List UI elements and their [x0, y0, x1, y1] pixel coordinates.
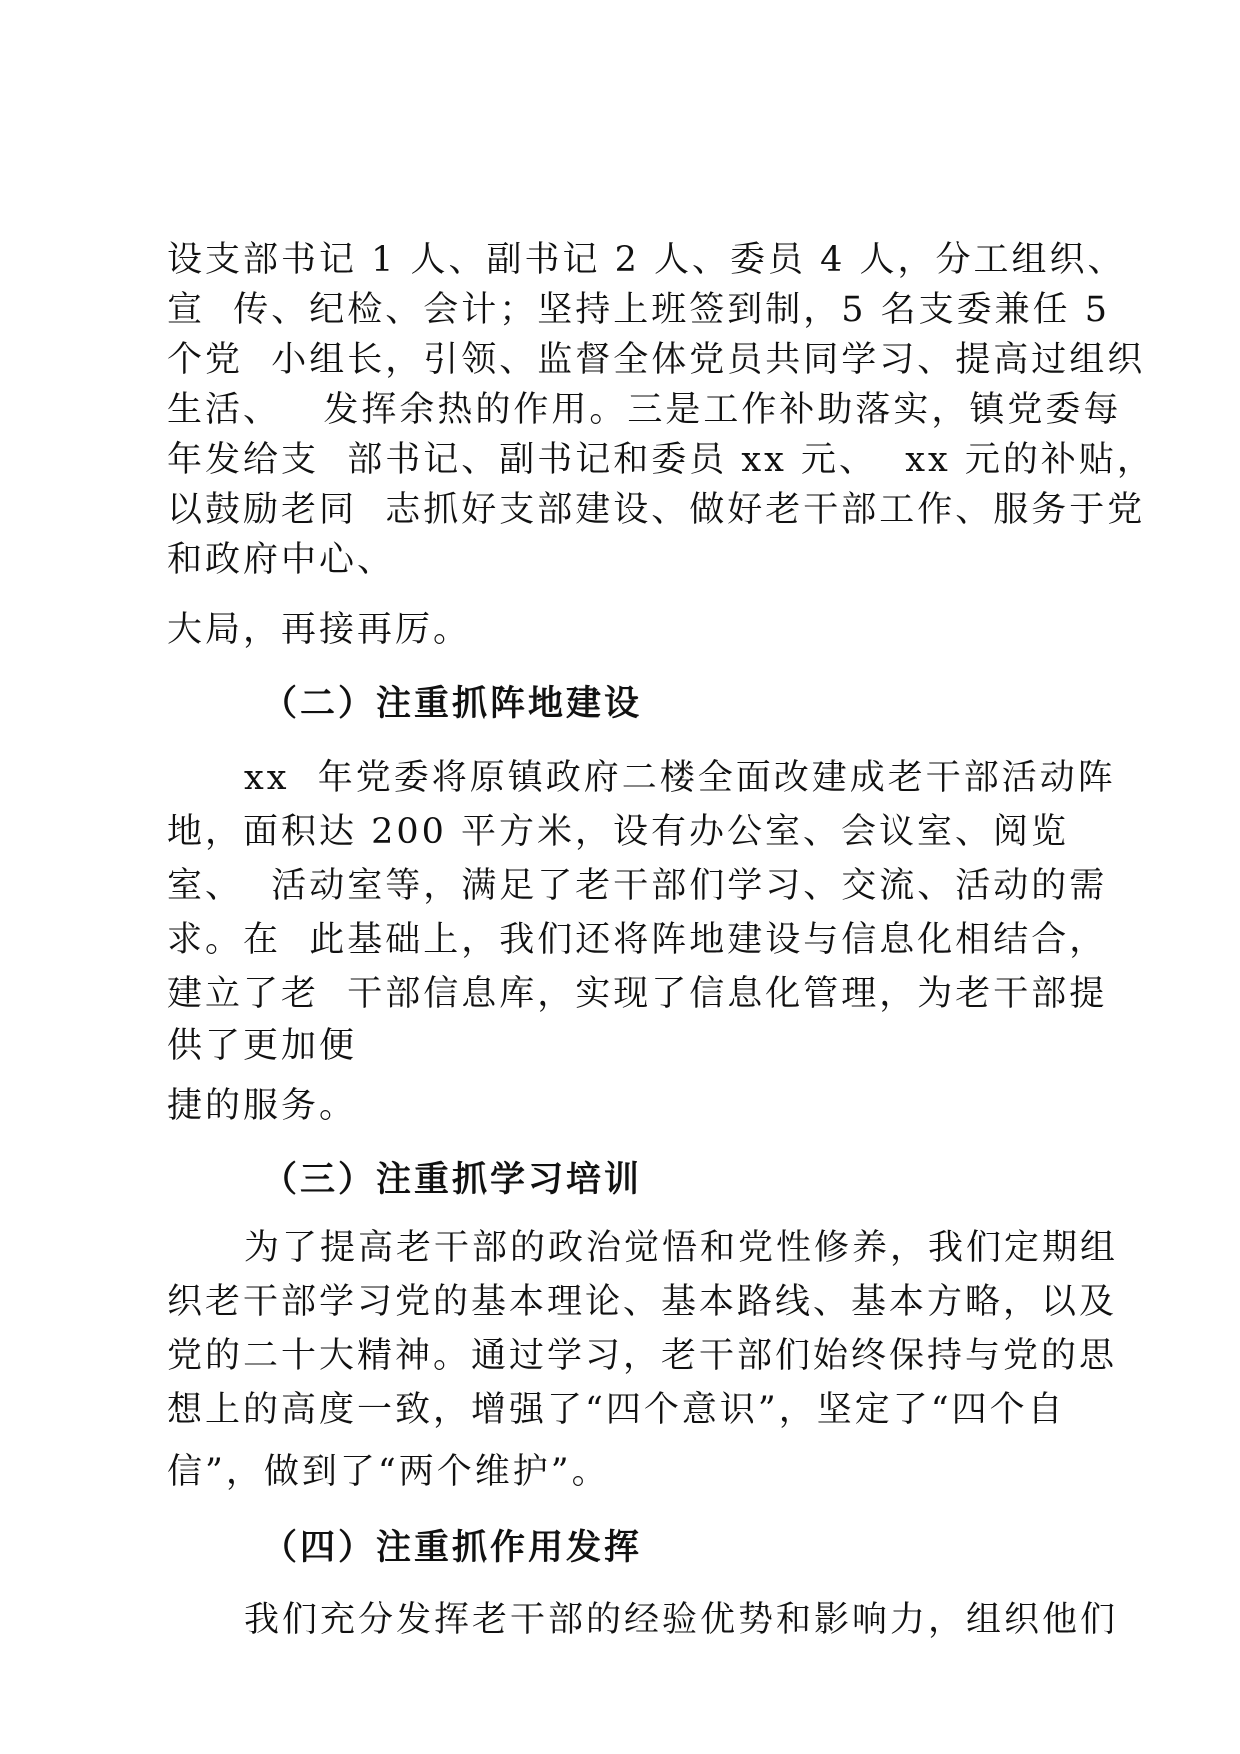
paragraph-line: 个党 小组长，引领、监督全体党员共同学习、提高过组织 [167, 340, 1146, 380]
paragraph-line: 想上的高度一致，增强了“四个意识”，坚定了“四个自 [167, 1390, 1066, 1430]
paragraph-line: 信”，做到了“两个维护”。 [167, 1452, 610, 1492]
paragraph-line: 捷的服务。 [167, 1086, 358, 1126]
paragraph-line: 以鼓励老同 志抓好支部建设、做好老干部工作、服务于党 [167, 490, 1146, 530]
paragraph-line: 宣 传、纪检、会计；坚持上班签到制，5 名支委兼任 5 [167, 290, 1111, 330]
paragraph-line: 生活、 发挥余热的作用。三是工作补助落实，镇党委每 [167, 390, 1122, 430]
paragraph-line: 和政府中心、 [167, 540, 396, 580]
section-heading: （二）注重抓阵地建设 [262, 683, 643, 724]
paragraph-line: xx 年党委将原镇政府二楼全面改建成老干部活动阵 [244, 758, 1116, 798]
paragraph-line: 织老干部学习党的基本理论、基本路线、基本方略，以及 [167, 1282, 1118, 1322]
paragraph-line: 我们充分发挥老干部的经验优势和影响力，组织他们 [244, 1600, 1119, 1640]
section-heading: （四）注重抓作用发挥 [262, 1527, 643, 1568]
paragraph-line: 地，面积达 200 平方米，设有办公室、会议室、阅览 [167, 812, 1070, 852]
paragraph-line: 大局，再接再厉。 [167, 610, 472, 650]
paragraph-line: 供了更加便 [167, 1026, 358, 1066]
paragraph-line: 建立了老 干部信息库，实现了信息化管理，为老干部提 [167, 974, 1108, 1014]
section-heading: （三）注重抓学习培训 [262, 1159, 643, 1200]
paragraph-line: 室、 活动室等，满足了老干部们学习、交流、活动的需 [167, 866, 1108, 906]
paragraph-line: 求。在 此基础上，我们还将阵地建设与信息化相结合， [167, 920, 1108, 960]
paragraph-line: 为了提高老干部的政治觉悟和党性修养，我们定期组 [244, 1228, 1119, 1268]
paragraph-line: 年发给支 部书记、副书记和委员 xx 元、 xx 元的补贴， [167, 440, 1155, 480]
paragraph-line: 设支部书记 1 人、副书记 2 人、委员 4 人，分工组织、 [167, 240, 1126, 280]
paragraph-line: 党的二十大精神。通过学习，老干部们始终保持与党的思 [167, 1336, 1118, 1376]
